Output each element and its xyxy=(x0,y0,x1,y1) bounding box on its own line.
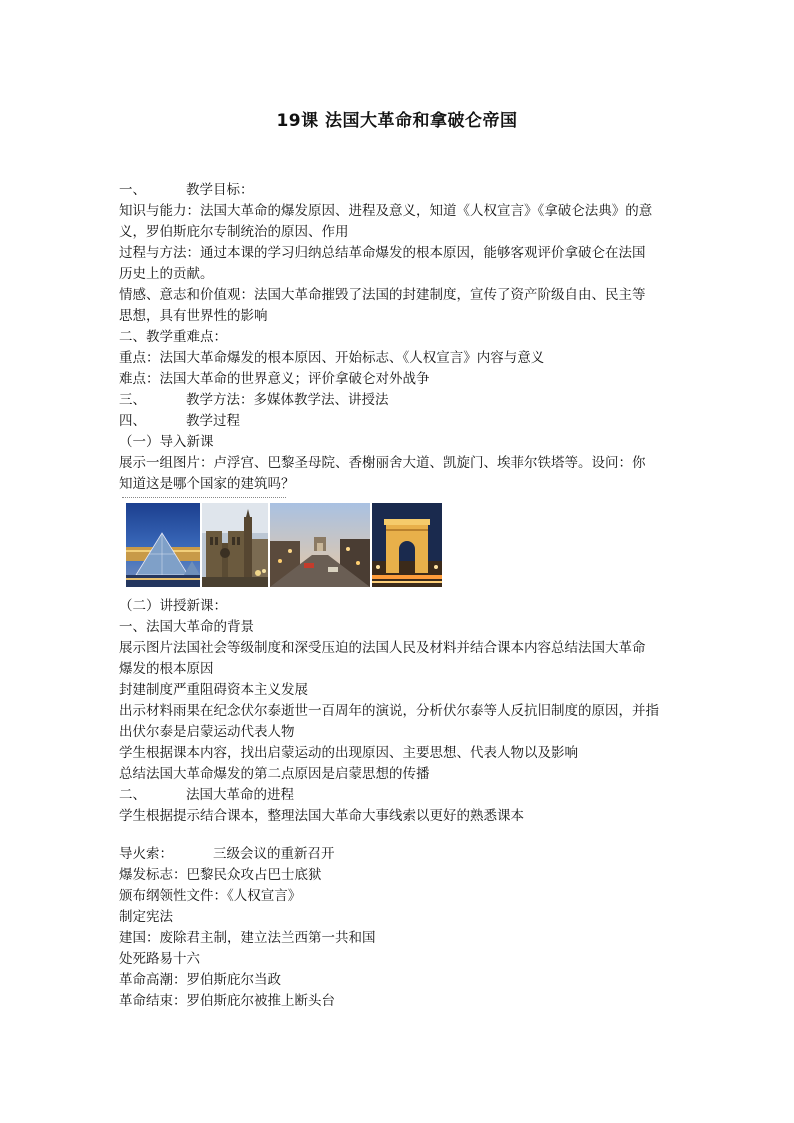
body-line: 处死路易十六 xyxy=(119,951,200,967)
body-line: 难点：法国大革命的世界意义；评价拿破仑对外战争 xyxy=(119,371,430,387)
body-line: 重点：法国大革命爆发的根本原因、开始标志、《人权宣言》内容与意义 xyxy=(119,350,545,366)
body-line: 爆发的根本原因 xyxy=(119,661,214,677)
body-line: 爆发标志：巴黎民众攻占巴士底狱 xyxy=(119,867,322,883)
body-line: 一、 教学目标： xyxy=(119,182,254,198)
body-line: 出示材料雨果在纪念伏尔泰逝世一百周年的演说，分析伏尔泰等人反抗旧制度的原因，并指 xyxy=(119,703,659,719)
body-line: 二、教学重难点： xyxy=(119,329,227,345)
body-line: 展示一组图片：卢浮宫、巴黎圣母院、香榭丽舍大道、凯旋门、埃菲尔铁塔等。设问：你 xyxy=(119,455,646,471)
body-line: 思想，具有世界性的影响 xyxy=(119,308,268,324)
body-line: 知道这是哪个国家的建筑吗？ xyxy=(119,476,295,492)
body-line: 建国：废除君主制，建立法兰西第一共和国 xyxy=(119,930,376,946)
body-line: 四、 教学过程 xyxy=(119,413,240,429)
body-line: 二、 法国大革命的进程 xyxy=(119,787,294,803)
body-line: 出伏尔泰是启蒙运动代表人物 xyxy=(119,724,295,740)
body-line: 总结法国大革命爆发的第二点原因是启蒙思想的传播 xyxy=(119,766,430,782)
body-line: 封建制度严重阻碍资本主义发展 xyxy=(119,682,308,698)
body-line: 导火索： 三级会议的重新召开 xyxy=(119,846,335,862)
body-line: 学生根据课本内容，找出启蒙运动的出现原因、主要思想、代表人物以及影响 xyxy=(119,745,578,761)
body-line: 历史上的贡献。 xyxy=(119,266,214,282)
body-line: 情感、意志和价值观：法国大革命摧毁了法国的封建制度，宣传了资产阶级自由、民主等 xyxy=(119,287,646,303)
louvre-pyramid-photo xyxy=(126,503,200,587)
body-line: 制定宪法 xyxy=(119,909,173,925)
body-line: （二）讲授新课： xyxy=(119,598,227,614)
body-line: 革命高潮：罗伯斯庇尔当政 xyxy=(119,972,281,988)
notre-dame-photo xyxy=(202,503,268,587)
body-line: 知识与能力：法国大革命的爆发原因、进程及意义，知道《人权宣言》《拿破仑法典》的意 xyxy=(119,203,653,219)
landmark-photo-strip xyxy=(126,503,442,587)
body-line: 义，罗伯斯庇尔专制统治的原因、作用 xyxy=(119,224,349,240)
arc-de-triomphe-photo xyxy=(372,503,442,587)
decorative-dotted-line xyxy=(122,493,286,498)
body-line: 革命结束：罗伯斯庇尔被推上断头台 xyxy=(119,993,335,1009)
body-line: 颁布纲领性文件：《人权宣言》 xyxy=(119,888,302,904)
body-line: 一、法国大革命的背景 xyxy=(119,619,254,635)
body-line: 三、 教学方法：多媒体教学法、讲授法 xyxy=(119,392,389,408)
lesson-title: 19课 法国大革命和拿破仑帝国 xyxy=(276,111,518,131)
body-line: 过程与方法：通过本课的学习归纳总结革命爆发的根本原因，能够客观评价拿破仑在法国 xyxy=(119,245,646,261)
body-line: （一）导入新课 xyxy=(119,434,214,450)
body-line: 展示图片法国社会等级制度和深受压迫的法国人民及材料并结合课本内容总结法国大革命 xyxy=(119,640,646,656)
body-line: 学生根据提示结合课本，整理法国大革命大事线索以更好的熟悉课本 xyxy=(119,808,524,824)
champs-elysees-photo xyxy=(270,503,370,587)
